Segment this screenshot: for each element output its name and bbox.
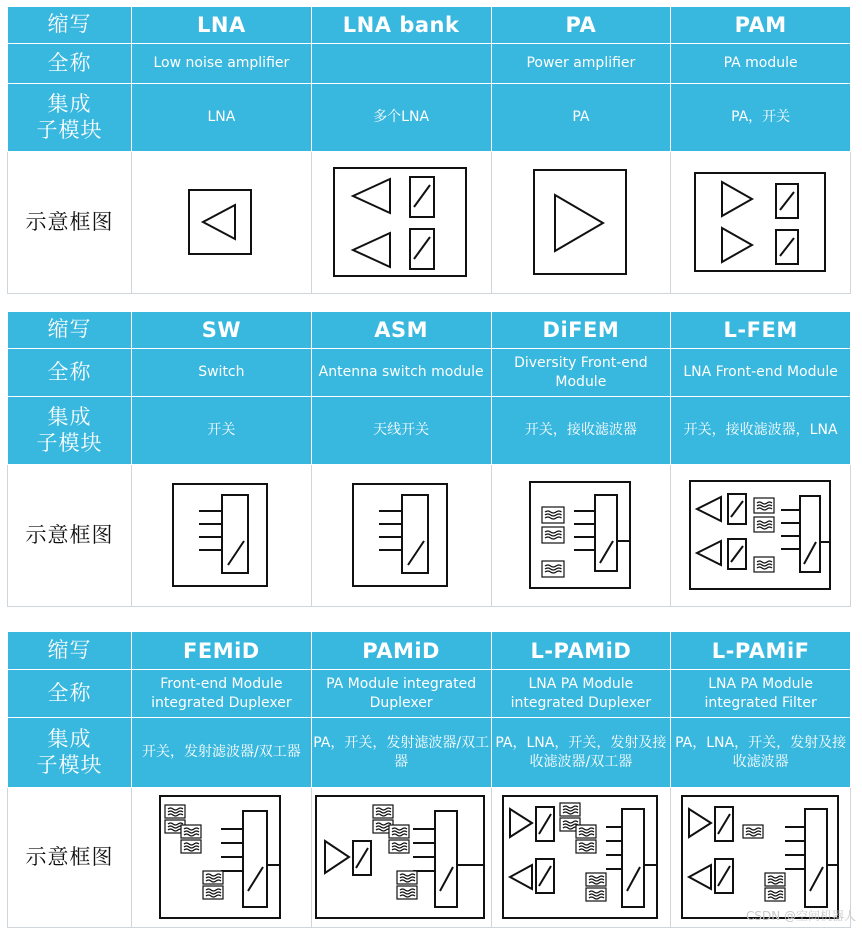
submodule-cell: PA [491, 84, 671, 152]
difem-diagram [529, 481, 633, 591]
label-diagram: 示意框图 [8, 152, 132, 294]
abbr-cell: PAM [671, 7, 851, 44]
sw-diagram [172, 483, 270, 589]
lfem-diagram [689, 480, 833, 592]
diagram-cell [132, 788, 312, 928]
abbr-cell: L-FEM [671, 312, 851, 349]
table-section-2 [7, 311, 851, 607]
label-full: 全称 [8, 349, 132, 397]
submodule-cell: 多个LNA [311, 84, 491, 152]
submodule-cell: 开关 [132, 397, 312, 465]
pam-diagram [694, 172, 828, 274]
asm-diagram [352, 483, 450, 589]
full-name-cell: PA Module integrated Duplexer [311, 670, 491, 718]
label-submodule: 集成 子模块 [8, 397, 132, 465]
submodule-cell: PA，LNA，开关，发射及接收滤波器/双工器 [491, 718, 671, 788]
abbr-cell: PA [491, 7, 671, 44]
full-name-cell: LNA PA Module integrated Duplexer [491, 670, 671, 718]
abbr-cell: LNA [132, 7, 312, 44]
table-section-3 [7, 631, 851, 928]
submodule-cell: PA，开关 [671, 84, 851, 152]
full-name-cell: Diversity Front-end Module [491, 349, 671, 397]
full-name-cell: LNA Front-end Module [671, 349, 851, 397]
full-name-cell [311, 44, 491, 84]
table-section-1 [7, 6, 851, 294]
submodule-cell: 天线开关 [311, 397, 491, 465]
diagram-cell [671, 152, 851, 294]
diagram-cell [491, 465, 671, 607]
submodule-cell: LNA [132, 84, 312, 152]
abbr-cell: ASM [311, 312, 491, 349]
submodule-cell: PA，开关，发射滤波器/双工器 [311, 718, 491, 788]
label-diagram: 示意框图 [8, 788, 132, 928]
full-name-cell: Low noise amplifier [132, 44, 312, 84]
lpamif-diagram [681, 795, 841, 921]
abbr-cell: DiFEM [491, 312, 671, 349]
full-name-cell: LNA PA Module integrated Filter [671, 670, 851, 718]
label-abbr: 缩写 [8, 7, 132, 44]
abbr-cell: L-PAMiF [671, 632, 851, 670]
lna-diagram [188, 189, 254, 257]
label-diagram: 示意框图 [8, 465, 132, 607]
diagram-cell [311, 465, 491, 607]
diagram-cell [491, 788, 671, 928]
diagram-cell [491, 152, 671, 294]
abbr-cell: PAMiD [311, 632, 491, 670]
diagram-cell [132, 465, 312, 607]
submodule-cell: 开关，接收滤波器，LNA [671, 397, 851, 465]
label-abbr: 缩写 [8, 312, 132, 349]
label-submodule: 集成 子模块 [8, 718, 132, 788]
full-name-cell: Power amplifier [491, 44, 671, 84]
lna-bank-diagram [333, 167, 469, 279]
lpamid-diagram [502, 795, 660, 921]
diagram-cell [671, 465, 851, 607]
watermark: CSDN @空间机器人 [745, 909, 856, 923]
pa-diagram [533, 169, 629, 277]
full-name-cell: Front-end Module integrated Duplexer [132, 670, 312, 718]
abbr-cell: L-PAMiD [491, 632, 671, 670]
submodule-cell: 开关，发射滤波器/双工器 [132, 718, 312, 788]
full-name-cell: PA module [671, 44, 851, 84]
femid-diagram [159, 795, 283, 921]
submodule-cell: 开关，接收滤波器 [491, 397, 671, 465]
full-name-cell: Antenna switch module [311, 349, 491, 397]
diagram-cell [311, 152, 491, 294]
abbr-cell: FEMiD [132, 632, 312, 670]
submodule-cell: PA，LNA，开关，发射及接收滤波器 [671, 718, 851, 788]
full-name-cell: Switch [132, 349, 312, 397]
label-full: 全称 [8, 670, 132, 718]
diagram-cell [132, 152, 312, 294]
label-full: 全称 [8, 44, 132, 84]
pamid-diagram [315, 795, 487, 921]
label-abbr: 缩写 [8, 632, 132, 670]
abbr-cell: SW [132, 312, 312, 349]
diagram-cell [311, 788, 491, 928]
abbr-cell: LNA bank [311, 7, 491, 44]
label-submodule: 集成 子模块 [8, 84, 132, 152]
